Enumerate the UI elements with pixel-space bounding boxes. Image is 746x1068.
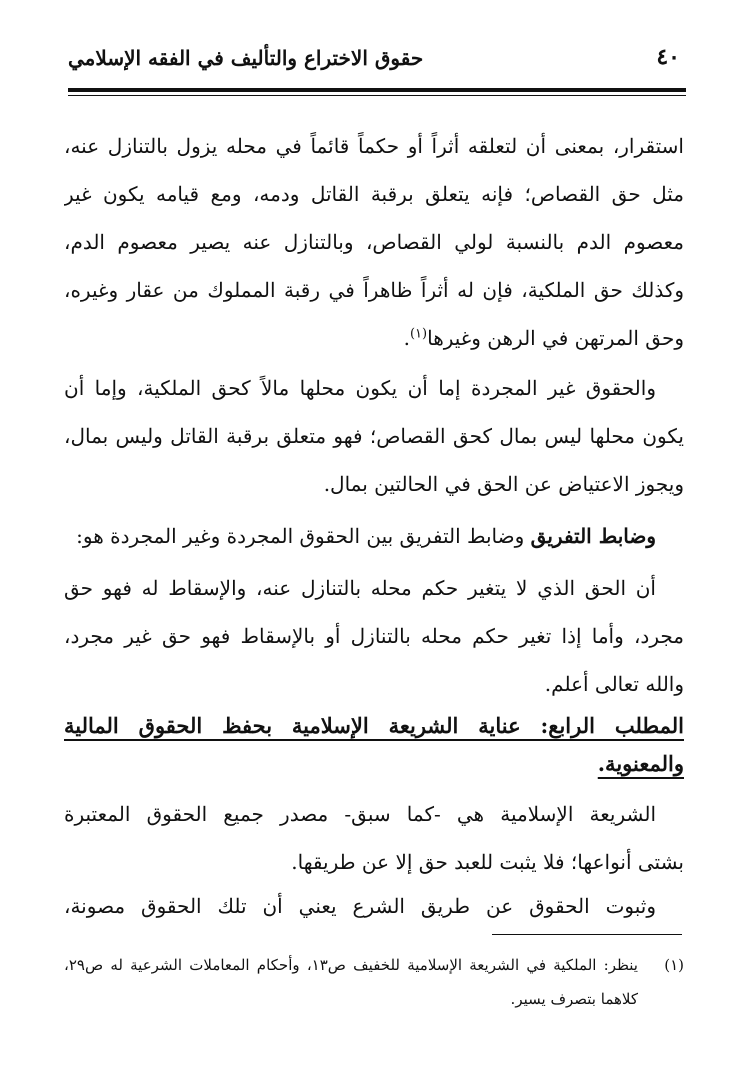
body-line: والله تعالى أعلم. <box>544 672 684 696</box>
body-line-text: وضابط التفريق بين الحقوق المجردة وغير المجردة هو: <box>76 524 525 548</box>
body-line: يكون محلها ليس بمال كحق القصاص؛ فهو متعلق برقبة القاتل وليس بمال، <box>64 424 684 448</box>
body-line: وكذلك حق الملكية، فإن له أثراً ظاهراً في رقبة المملوك من عقار وغيره، <box>64 278 684 302</box>
section-heading-continued: والمعنوية. <box>597 751 684 776</box>
body-line: الشريعة الإسلامية هي -كما سبق- مصدر جميع الحقوق المعتبرة <box>64 802 656 826</box>
section-heading: المطلب الرابع: عناية الشريعة الإسلامية بحفظ الحقوق المالية <box>64 713 684 738</box>
footnote <box>64 950 684 980</box>
header-rule-thin <box>68 95 686 96</box>
page-header <box>64 44 684 84</box>
body-line: والحقوق غير المجردة إما أن يكون محلها مالاً كحق الملكية، وإما أن <box>64 376 656 400</box>
body-line-with-term <box>64 516 684 556</box>
body-line: بشتى أنواعها؛ فلا يثبت للعبد حق إلا عن طريقها. <box>291 850 684 874</box>
footnote-marker: (١) <box>409 326 428 342</box>
body-line-text: وحق المرتهن في الرهن وغيرها <box>427 326 684 350</box>
running-title: حقوق الاختراع والتأليف في الفقه الإسلامي <box>68 46 424 70</box>
footnote-text: كلاهما بتصرف يسير. <box>510 990 638 1008</box>
body-line: أن الحق الذي لا يتغير حكم محله بالتنازل عنه، والإسقاط له فهو حق <box>64 576 656 600</box>
body-line: مثل حق القصاص؛ فإنه يتعلق برقبة القاتل ودمه، ومع قيامه يكون غير <box>64 182 684 206</box>
footnote-continued <box>64 984 684 1014</box>
header-rule-thick <box>68 88 686 92</box>
body-line: معصوم الدم بالنسبة لولي القصاص، وبالتنازل عنه يصير معصوم الدم، <box>64 230 684 254</box>
body-line <box>64 318 684 358</box>
body-line: مجرد، وأما إذا تغير حكم محله بالتنازل أو بالإسقاط فهو حق غير مجرد، <box>64 624 684 648</box>
body-line: وثبوت الحقوق عن طريق الشرع يعني أن تلك الحقوق مصونة، <box>64 894 656 918</box>
body-line: استقرار، بمعنى أن لتعلقه أثراً أو حكماً قائماً في محله يزول بالتنازل عنه، <box>64 134 684 158</box>
footnote-number: (١) <box>664 956 684 974</box>
footnote-separator <box>492 934 682 935</box>
lead-term: وضابط التفريق <box>530 524 656 548</box>
footnote-text: ينظر: الملكية في الشريعة الإسلامية للخفيف ص١٣، وأحكام المعاملات الشرعية له ص٢٩، <box>64 956 638 974</box>
sentence-end: . <box>403 326 410 350</box>
body-line: ويجوز الاعتياض عن الحق في الحالتين بمال. <box>323 472 684 496</box>
page-number: ٤٠ <box>656 44 680 70</box>
